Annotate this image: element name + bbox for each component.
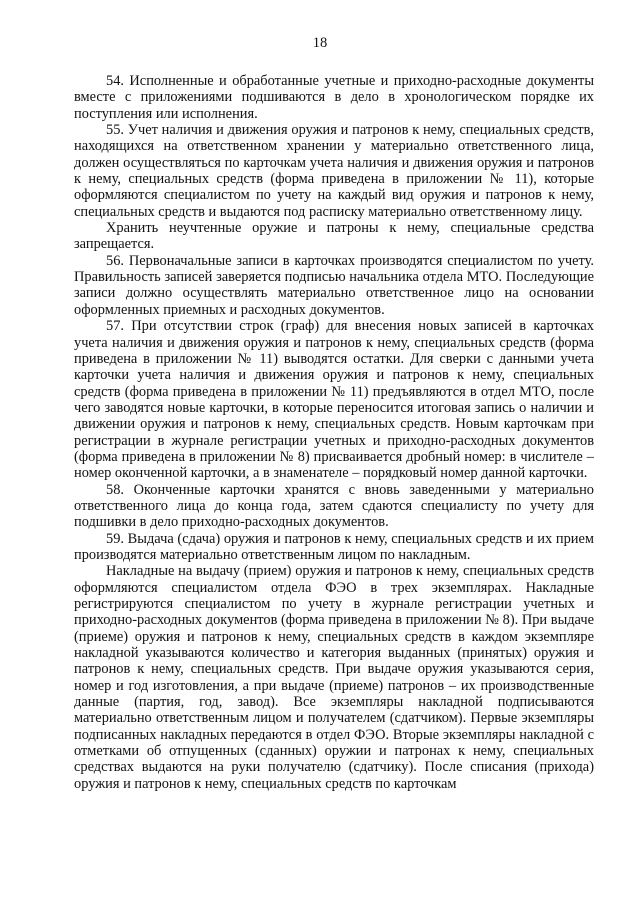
paragraph-54: 54. Исполненные и обработанные учетные и приходно-расходные документы вместе с приложениями подшиваются в дело в хронологическом порядке их поступления или исполнения. xyxy=(74,73,594,122)
paragraph-58: 58. Оконченные карточки хранятся с вновь заведенными у материально ответственного лица до конца года, затем сдаются специалисту по учету для подшивки в дело приходно-расходных документов. xyxy=(74,481,594,531)
paragraph-57: 57. При отсутствии строк (граф) для внесения новых записей в карточках учета наличия и движения оружия и патронов к нему, специальных средств (форма приведена в приложении № 11) выводятся остатки. Для сверки с данными учета карточки учета наличия и движения оружия и патронов к нему, специальных средств (форма приведена в приложении № 11) предъявляются в отдел МТО, после чего заводятся новые карточки, в которые переносится итоговая запись о наличии и движении оружия и патронов к нему, специальных средств. Новым карточкам при регистрации в журнале регистрации учетных и приходно-расходных документов (форма приведена в приложении № 8) присваивается дробный номер: в числителе – номер оконченной карточки, а в знаменателе – порядковый номер данной карточки. xyxy=(74,318,594,482)
paragraph-59-invoices: Накладные на выдачу (прием) оружия и патронов к нему, специальных средств оформляются специалистом отдела ФЭО в трех экземплярах. Накладные регистрируются специалистом по учету в журнале регистрации учетных и приходно-расходных документов (форма приведена в приложении № 8). При выдаче (приеме) оружия и патронов к нему, специальных средств в каждом экземпляре накладной указываются количество и категория выданных (принятых) оружия и патронов к нему, специальных средств. При выдаче оружия указываются серия, номер и год изготовления, а при выдаче (приеме) патронов – их производственные данные (партия, год, завод). Все экземпляры накладной подписываются материально ответственным лицом и получателем (сдатчиком). Первые экземпляры подписанных накладных передаются в отдел ФЭО. Вторые экземпляры накладной с отметками об отпущенных (сданных) оружии и патронах к нему, специальных средствах выдаются на руки получателю (сдатчику). После списания (прихода) оружия и патронов к нему, специальных средств по карточкам xyxy=(74,563,594,792)
page-number: 18 xyxy=(312,35,328,51)
document-body xyxy=(74,73,594,792)
paragraph-55-note: Хранить неучтенные оружие и патроны к нему, специальные средства запрещается. xyxy=(74,220,594,253)
paragraph-59: 59. Выдача (сдача) оружия и патронов к нему, специальных средств и их прием производятся материально ответственным лицом по накладным. xyxy=(74,530,594,563)
paragraph-56: 56. Первоначальные записи в карточках производятся специалистом по учету. Правильность записей заверяется подписью начальника отдела МТО. Последующие записи должно осуществлять материально ответственное лицо на основании оформленных приемных и расходных документов. xyxy=(74,252,594,318)
paragraph-55: 55. Учет наличия и движения оружия и патронов к нему, специальных средств, находящихся на ответственном хранении у материально ответственного лица, должен осуществляться по карточкам учета наличия и движения оружия и патронов к нему, специальных средств (форма приведена в приложении № 11), которые оформляются специалистом по учету на каждый вид оружия и патронов к нему, специальных средств и выдаются под расписку материально ответственному лицу. xyxy=(74,122,594,220)
